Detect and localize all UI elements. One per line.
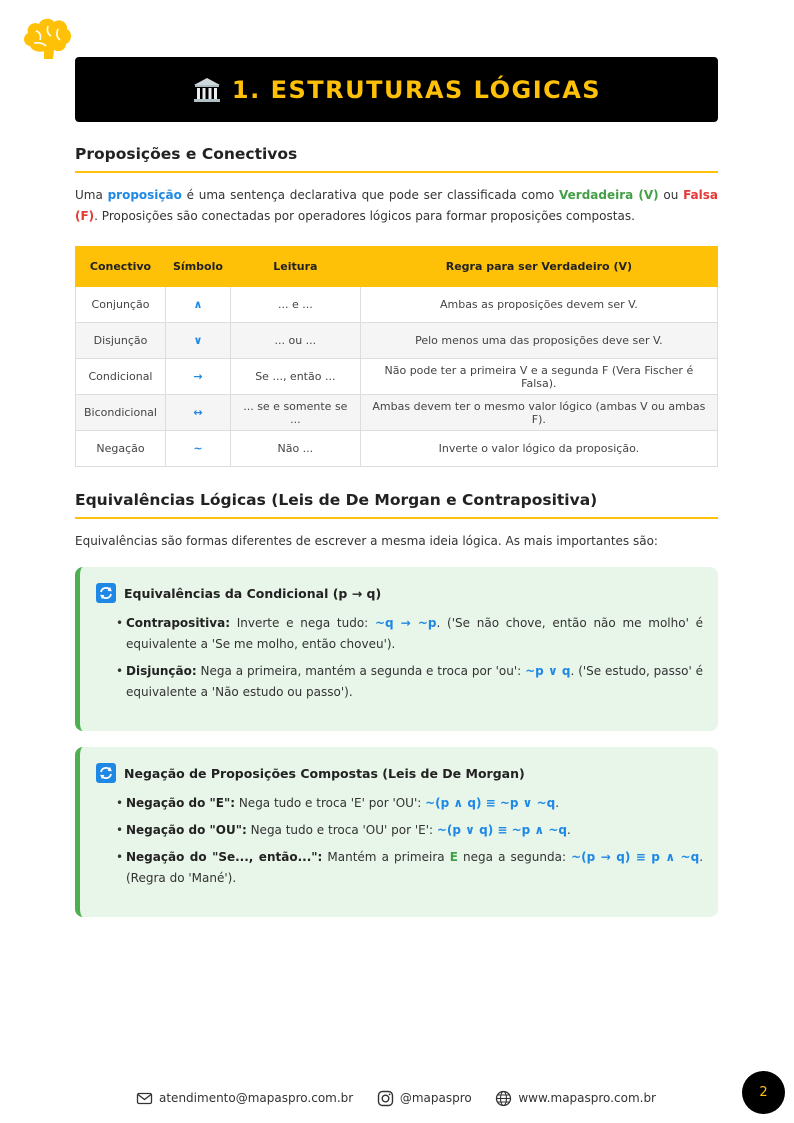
footer-email[interactable] [136, 1090, 353, 1107]
term-falsa: Falsa (F) [75, 188, 719, 223]
list-item: • Negação do "Se..., então...": Mantém a primeira E nega a segunda: ~(p → q) ≡ p ∧ ~q. (Regra do 'Mané'). [96, 847, 703, 889]
table-row [76, 287, 718, 323]
refresh-arrows-icon [96, 763, 116, 783]
list-item: • Negação do "OU": Nega tudo e troca 'OU' por 'E': ~(p ∨ q) ≡ ~p ∧ ~q. [96, 820, 703, 841]
table-cell: Não pode ter a primeira V e a segunda F (Vera Fischer é Falsa). [360, 359, 717, 395]
card-de-morgan [75, 747, 718, 917]
table-header-row [76, 247, 718, 287]
term-verdadeira: Verdadeira (V) [559, 188, 659, 202]
list-item: • Contrapositiva: Inverte e nega tudo: ~q → ~p. ('Se não chove, então não me molho' é equivalente a 'Se me molho, então choveu'). [96, 613, 703, 655]
formula: ~p ∨ q [525, 664, 571, 678]
footer-instagram-text[interactable]: @mapaspro [399, 1091, 472, 1105]
table-cell: Não ... [230, 431, 360, 467]
instagram-icon [377, 1090, 394, 1107]
table-header-cell: Símbolo [165, 247, 230, 287]
table-row [76, 359, 718, 395]
footer-website-text[interactable]: www.mapaspro.com.br [518, 1091, 656, 1105]
card-title [96, 763, 703, 783]
card-conditional-equivalences [75, 567, 718, 731]
table-cell-symbol: ∨ [165, 323, 230, 359]
footer-website[interactable] [495, 1090, 656, 1107]
table-cell: Se ..., então ... [230, 359, 360, 395]
table-cell-symbol: ↔ [165, 395, 230, 431]
list-item: • Negação do "E": Nega tudo e troca 'E' por 'OU': ~(p ∧ q) ≡ ~p ∨ ~q. [96, 793, 703, 814]
table-row [76, 323, 718, 359]
bank-building-icon [192, 75, 222, 105]
table-cell: Inverte o valor lógico da proposição. [360, 431, 717, 467]
card-title-text: Negação de Proposições Compostas (Leis de De Morgan) [124, 765, 525, 781]
page-title: 1. ESTRUTURAS LÓGICAS [231, 75, 602, 104]
table-cell: Disjunção [76, 323, 166, 359]
table-cell: ... ou ... [230, 323, 360, 359]
table-cell: Pelo menos uma das proposições deve ser V. [360, 323, 717, 359]
equivalences-intro: Equivalências são formas diferentes de escrever a mesma ideia lógica. As mais importantes são: [75, 534, 658, 548]
term-proposicao: proposição [107, 188, 182, 202]
refresh-arrows-icon [96, 583, 116, 603]
table-cell: ... e ... [230, 287, 360, 323]
card-title-text: Equivalências da Condicional (p → q) [124, 585, 382, 601]
brain-logo [20, 16, 74, 62]
footer-instagram[interactable] [377, 1090, 472, 1107]
page-number: 2 [742, 1071, 785, 1114]
table-header-cell: Regra para ser Verdadeiro (V) [360, 247, 717, 287]
section-heading-proposicoes: Proposições e Conectivos [75, 145, 718, 173]
table-cell: Ambas as proposições devem ser V. [360, 287, 717, 323]
table-row [76, 395, 718, 431]
section-heading-equivalencias: Equivalências Lógicas (Leis de De Morgan e Contrapositiva) [75, 491, 718, 519]
footer-email-text[interactable]: atendimento@mapaspro.com.br [159, 1091, 354, 1105]
table-cell-symbol: → [165, 359, 230, 395]
title-banner [75, 57, 718, 122]
formula: ~(p ∧ q) ≡ ~p ∨ ~q [425, 796, 556, 810]
table-cell: Condicional [76, 359, 166, 395]
formula: ~(p ∨ q) ≡ ~p ∧ ~q [436, 823, 567, 837]
table-row [76, 431, 718, 467]
table-header-cell: Conectivo [76, 247, 166, 287]
intro-paragraph: Uma proposição é uma sentença declarativa que pode ser classificada como Verdadeira (V) ou Falsa (F). Proposições são conectadas por operadores lógicos para formar proposições compostas. [75, 188, 719, 223]
card-title [96, 583, 703, 603]
footer [136, 1088, 656, 1108]
table-header-cell: Leitura [230, 247, 360, 287]
connectives-table [75, 246, 718, 467]
card-list [96, 793, 703, 889]
table-cell: Bicondicional [76, 395, 166, 431]
table-cell: ... se e somente se ... [230, 395, 360, 431]
card-list [96, 613, 703, 703]
list-item: • Disjunção: Nega a primeira, mantém a segunda e troca por 'ou': ~p ∨ q. ('Se estudo, passo' é equivalente a 'Não estudo ou passo'). [96, 661, 703, 703]
table-cell: Conjunção [76, 287, 166, 323]
mail-icon [136, 1090, 153, 1107]
formula: ~(p → q) ≡ p ∧ ~q [571, 850, 700, 864]
formula: ~q → ~p [374, 616, 437, 630]
globe-icon [495, 1090, 512, 1107]
table-cell: Negação [76, 431, 166, 467]
table-cell: Ambas devem ter o mesmo valor lógico (ambas V ou ambas F). [360, 395, 717, 431]
table-cell-symbol: ~ [165, 431, 230, 467]
table-cell-symbol: ∧ [165, 287, 230, 323]
